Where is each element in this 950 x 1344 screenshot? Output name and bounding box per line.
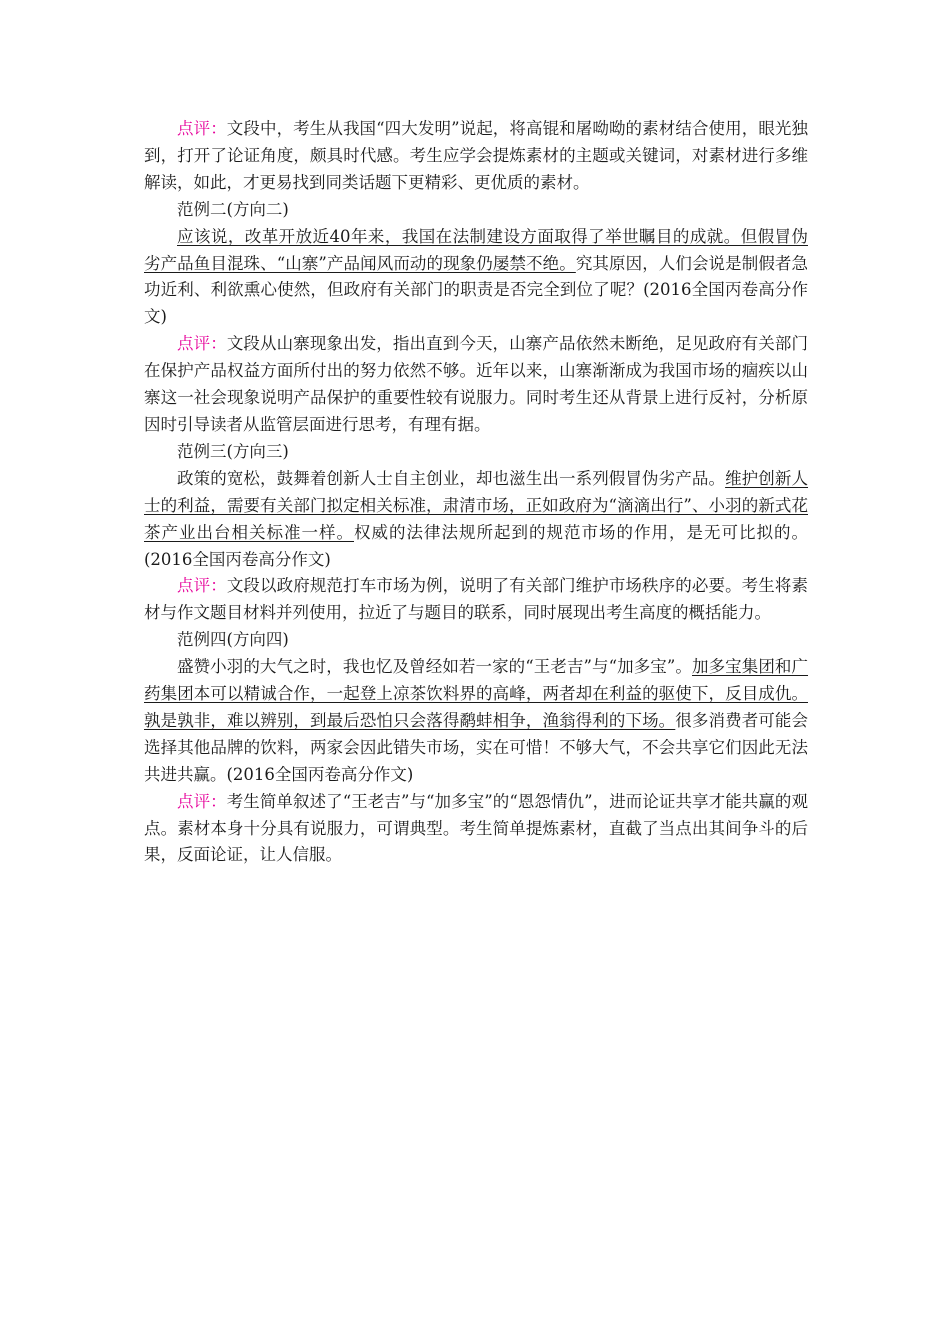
comment-text: 考生简单叙述了“王老吉”与“加多宝”的“恩怨情仇”，进而论证共享才能共赢的观点。素材本身十分具有说服力，可谓典型。考生简单提炼素材，直截了当点出其间争斗的后果，反面论证，让人信服。 [144,791,808,865]
excerpt-text: 很多消费者可能会选择其他品牌的饮料，两家会因此错失市场，实在可惜！不够大气，不会共享它们因此无法共进共赢。(2016全国丙卷高分作文) [144,710,809,784]
comment-text: 文段中，考生从我国“四大发明”说起，将高锟和屠呦呦的素材结合使用，眼光独到，打开了论证角度，颇具时代感。考生应学会提炼素材的主题或关键词，对素材进行多维解读，如此，才更易找到同类话题下更精彩、更优质的素材。 [144,119,809,192]
excerpt-text: 究其原因，人们会说是制假者急功近利、利欲熏心使然，但政府有关部门的职责是否完全到位了呢？(2016全国丙卷高分作文) [144,253,809,327]
comment-paragraph-1 [144,116,808,197]
excerpt-text: 权威的法律法规所起到的规范市场的作用，是无可比拟的。(2016全国丙卷高分作文) [144,522,808,569]
excerpt-text: 政策的宽松，鼓舞着创新人士自主创业，却也滋生出一系列假冒伪劣产品。 [177,468,726,488]
example-heading-4: 范例四(方向四) [177,630,289,650]
excerpt-text: 盛赞小羽的大气之时，我也忆及曾经如若一家的“王老吉”与“加多宝”。 [177,657,692,677]
comment-label: 点评： [177,119,227,138]
comment-paragraph-4 [144,789,808,870]
underlined-excerpt: 加多宝集团和广药集团本可以精诚合作，一起登上凉茶饮料界的高峰，两者却在利益的驱使下，反目成仇。孰是孰非，难以辨别，到最后恐怕只会落得鹬蚌相争，渔翁得利的下场。 [144,657,809,730]
comment-label: 点评： [177,791,227,811]
example-paragraph-3 [144,466,808,574]
comment-label: 点评： [177,576,227,596]
comment-text: 文段从山寨现象出发，指出直到今天，山寨产品依然未断绝，足见政府有关部门在保护产品权益方面所付出的努力依然不够。近年以来，山寨渐渐成为我国市场的痼疾以山寨这一社会现象说明产品保护的重要性较有说服力。同时考生还从背景上进行反衬，分析原因时引导读者从监管层面进行思考，有理有据。 [144,334,809,434]
example-heading-3: 范例三(方向三) [177,441,289,461]
document-page [144,116,808,869]
example-heading-2: 范例二(方向二) [177,199,289,219]
comment-paragraph-2 [144,331,808,439]
underlined-excerpt: 维护创新人士的利益，需要有关部门拟定相关标准，肃清市场，正如政府为“滴滴出行”、小羽的新式花茶产业出台相关标准一样。 [144,468,809,542]
example-paragraph-2 [144,224,808,332]
example-paragraph-4 [144,654,808,789]
comment-label: 点评： [177,334,227,354]
underlined-excerpt: 应该说，改革开放近40年来，我国在法制建设方面取得了举世瞩目的成就。但假冒伪劣产品鱼目混珠、“山寨”产品闻风而动的现象仍屡禁不绝。 [144,226,808,273]
comment-text: 文段以政府规范打车市场为例，说明了有关部门维护市场秩序的必要。考生将素材与作文题目材料并列使用，拉近了与题目的联系，同时展现出考生高度的概括能力。 [144,576,809,623]
comment-paragraph-3 [144,573,808,627]
